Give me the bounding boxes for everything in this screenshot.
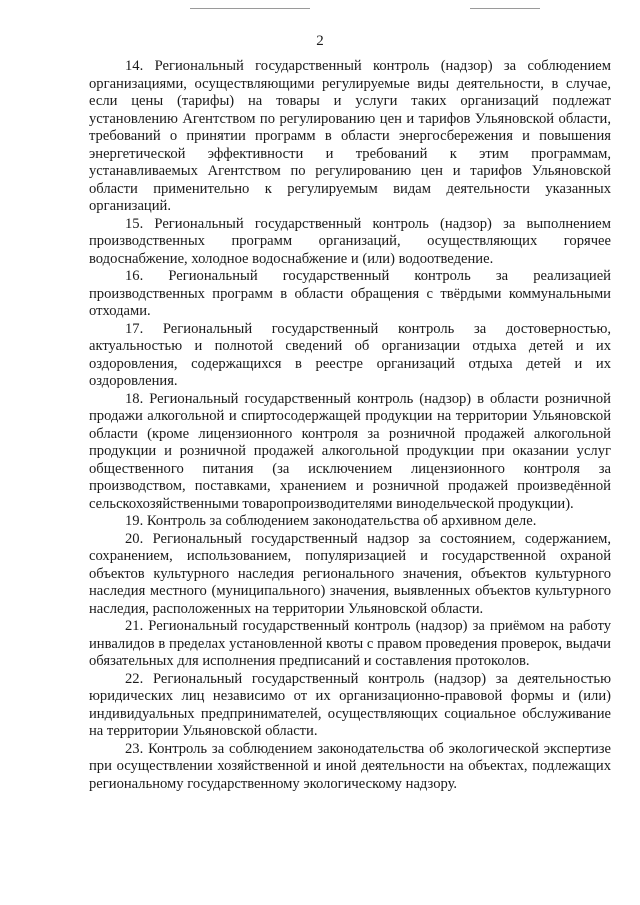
paragraph-18: 18. Региональный государственный контроль (надзор) в области розничной продажи алкогольной и спиртосодержащей продукции на территории Ульяновской области (кроме лицензионного контроля за розничной продажей алкогольной продукции и розничной продажей алкогольной продукции при оказании услуг общественного питания (за исключением лицензионного контроля за производством, поставками, хранением и розничной продажей произведённой сельскохозяйственными товаропроизводителями винодельческой продукции). [89,390,611,512]
scan-artifact [190,8,310,9]
paragraph-23: 23. Контроль за соблюдением законодательства об экологической экспертизе при осуществлении хозяйственной и иной деятельности на объектах, подлежащих региональному государственному экологическому надзору. [89,740,611,792]
paragraph-14: 14. Региональный государственный контроль (надзор) за соблюдением организациями, осуществляющими регулируемые виды деятельности, в случае, если цены (тарифы) на товары и услуги таких организаций подлежат установлению Агентством по регулированию цен и тарифов Ульяновской области, требований о принятии программ в области энергосбережения и повышения энергетической эффективности и требований к этим программам, устанавливаемых Агентством по регулированию цен и тарифов Ульяновской области применительно к регулируемым видам деятельности указанных организаций. [89,58,611,214]
paragraph-20: 20. Региональный государственный надзор за состоянием, содержанием, сохранением, использованием, популяризацией и государственной охраной объектов культурного наследия регионального значения, объектов культурного наследия местного (муниципального) значения, выявленных объектов культурного наследия, расположенных на территории Ульяновской области. [89,530,611,617]
paragraph-17: 17. Региональный государственный контроль за достоверностью, актуальностью и полнотой сведений об организации отдыха детей и их оздоровления, содержащихся в реестре организаций отдыха детей и их оздоровления. [89,320,611,389]
paragraph-19: 19. Контроль за соблюдением законодательства об архивном деле. [125,513,537,529]
paragraph-22: 22. Региональный государственный контроль (надзор) за деятельностью юридических лиц независимо от их организационно-правовой формы и (или) индивидуальных предпринимателей, осуществляющих социальное обслуживание на территории Ульяновской области. [89,670,611,739]
paragraph-15: 15. Региональный государственный контроль (надзор) за выполнением производственных программ организаций, осуществляющих горячее водоснабжение, холодное водоснабжение и (или) водоотведение. [89,215,611,267]
page-number: 2 [316,33,324,49]
scan-artifact [470,8,540,9]
paragraph-16: 16. Региональный государственный контроль за реализацией производственных программ в области обращения с твёрдыми коммунальными отходами. [89,268,611,319]
document-body [89,58,611,793]
paragraph-21: 21. Региональный государственный контроль (надзор) за приёмом на работу инвалидов в пределах установленной квоты с правом проведения проверок, выдачи обязательных для исполнения предписаний и составления протоколов. [89,618,611,669]
